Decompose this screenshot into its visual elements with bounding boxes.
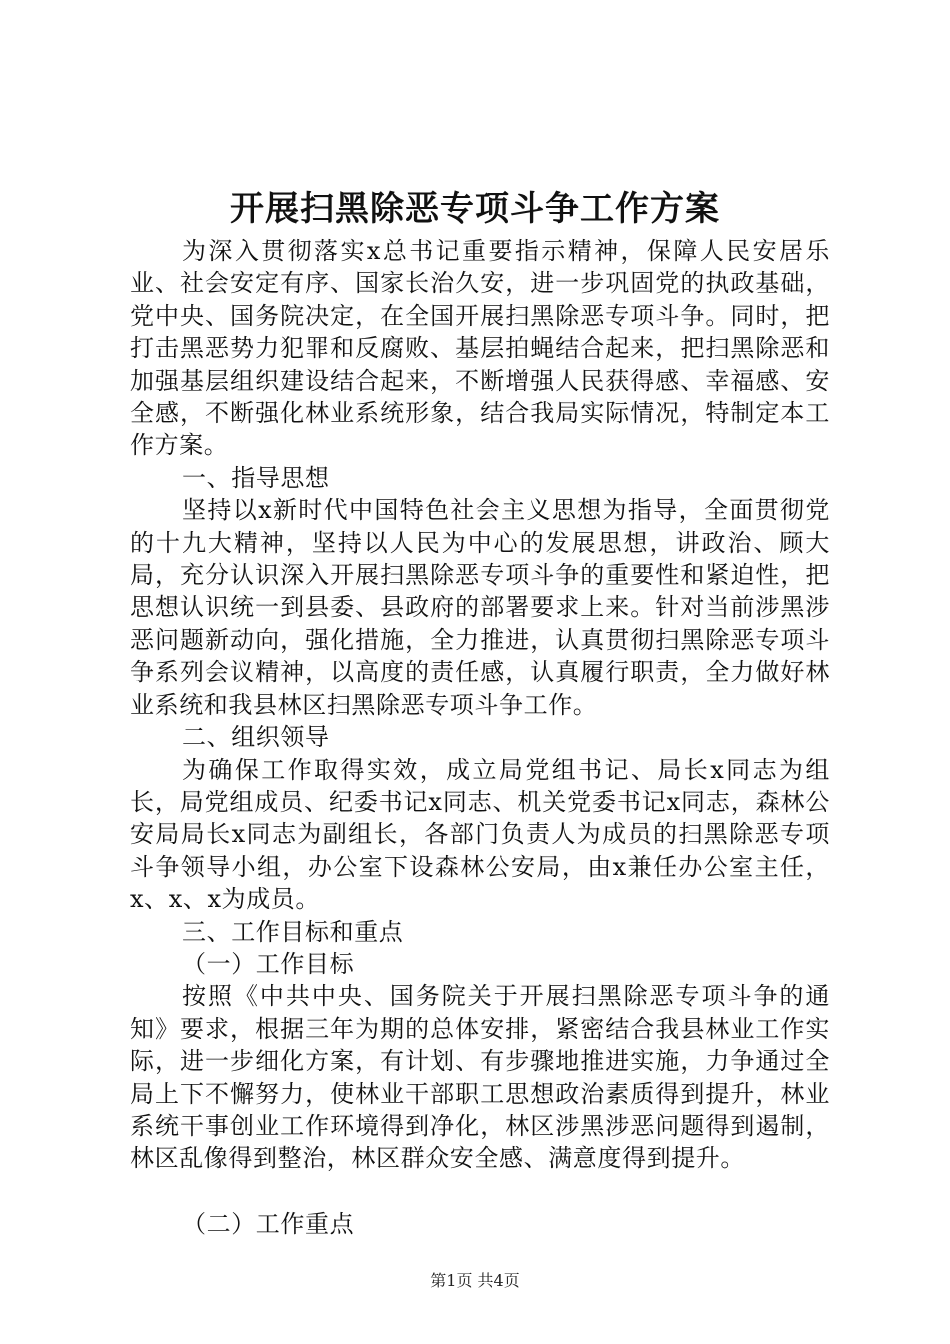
subsection-heading-work-goals: （一）工作目标 [182,949,355,978]
intro-paragraph: 为深入贯彻落实x总书记重要指示精神，保障人民安居乐业、社会安定有序、国家长治久安，进一步巩固党的执政基础，党中央、国务院决定，在全国开展扫黑除恶专项斗争。同时，把打击黑恶势力犯罪和反腐败、基层拍蝇结合起来，把扫黑除恶和加强基层组织建设结合起来，不断增强人民获得感、幸福感、安全感，不断强化林业系统形象，结合我局实际情况，特制定本工作方案。 [130,237,830,460]
subsection-heading-work-focus: （二）工作重点 [182,1209,355,1238]
guiding-ideology-paragraph: 坚持以x新时代中国特色社会主义思想为指导，全面贯彻党的十九大精神，坚持以人民为中心的发展思想，讲政治、顾大局，充分认识深入开展扫黑除恶专项斗争的重要性和紧迫性，把思想认识统一到县委、县政府的部署要求上来。针对当前涉黑涉恶问题新动向，强化措施，全力推进，认真贯彻扫黑除恶专项斗争系列会议精神，以高度的责任感，认真履行职责，全力做好林业系统和我县林区扫黑除恶专项斗争工作。 [130,496,830,719]
section-heading-organization: 二、组织领导 [182,723,330,752]
section-heading-goals: 三、工作目标和重点 [182,917,404,946]
document-title: 开展扫黑除恶专项斗争工作方案 [230,189,720,229]
page-footer: 第1页 共4页 [430,1271,520,1290]
section-heading-guiding-ideology: 一、指导思想 [182,463,330,492]
document-body [130,235,830,1240]
paragraph-spacer [130,1175,830,1208]
work-goals-paragraph: 按照《中共中央、国务院关于开展扫黑除恶专项斗争的通知》要求，根据三年为期的总体安排，紧密结合我县林业工作实际，进一步细化方案，有计划、有步骤地推进实施，力争通过全局上下不懈努力，使林业干部职工思想政治素质得到提升，林业系统干事创业工作环境得到净化，林区涉黑涉恶问题得到遏制，林区乱像得到整治，林区群众安全感、满意度得到提升。 [130,982,830,1173]
organization-paragraph: 为确保工作取得实效，成立局党组书记、局长x同志为组长，局党组成员、纪委书记x同志、机关党委书记x同志，森林公安局局长x同志为副组长，各部门负责人为成员的扫黑除恶专项斗争领导小组，办公室下设森林公安局，由x兼任办公室主任，x、x、x为成员。 [130,755,830,914]
